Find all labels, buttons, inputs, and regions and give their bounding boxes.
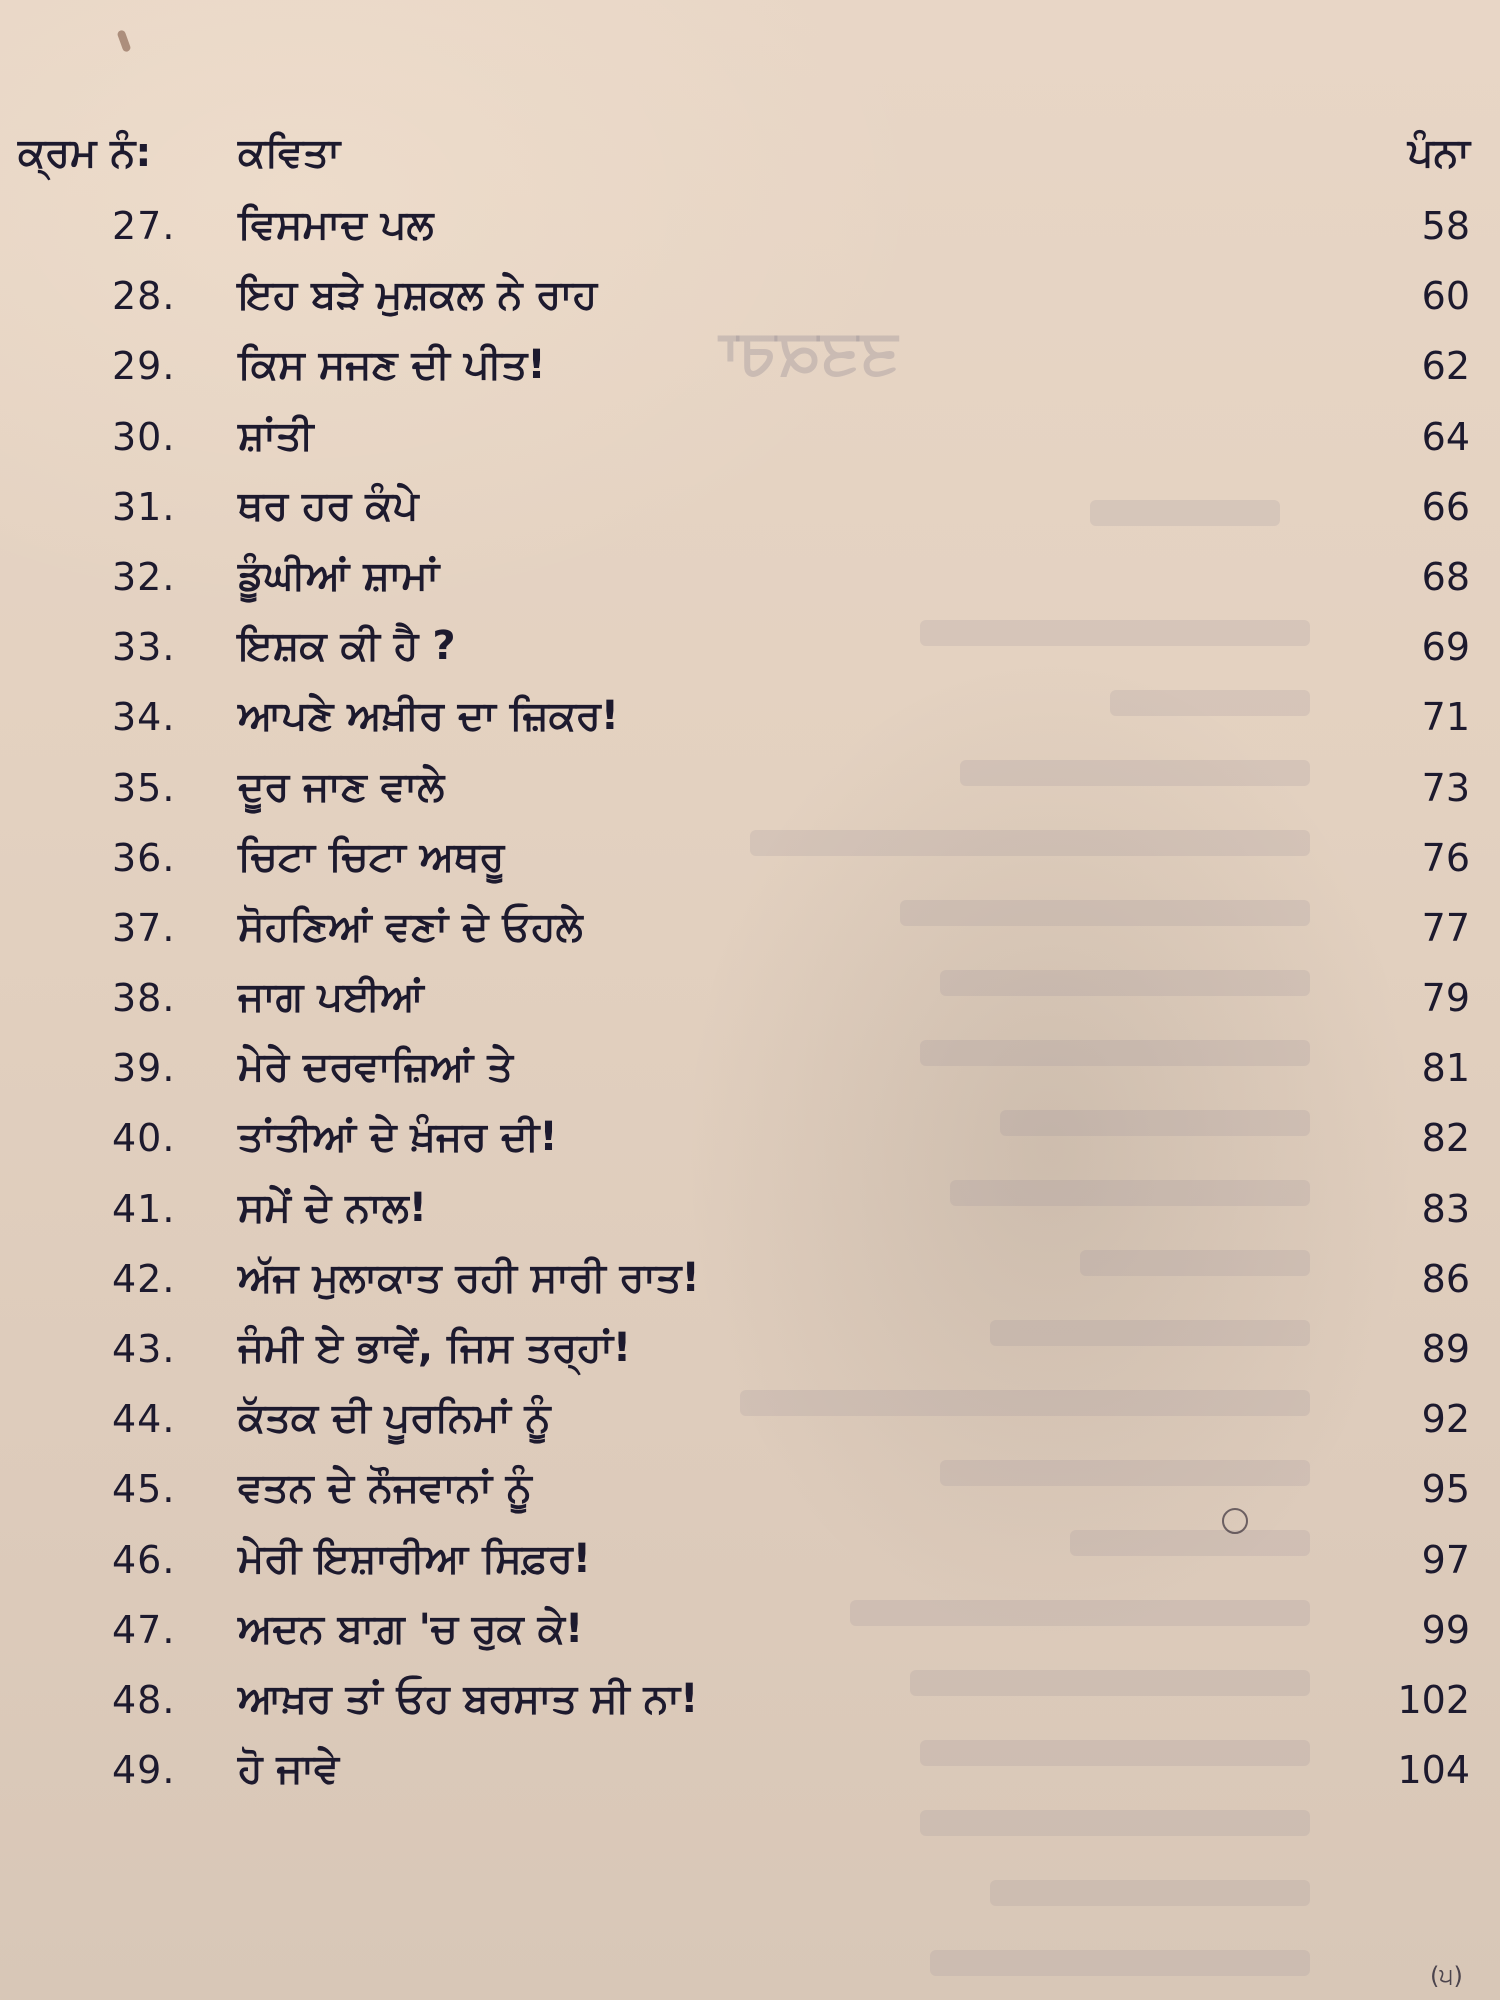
toc-entry: [0, 758, 1500, 828]
entry-number: 31.: [112, 484, 176, 529]
entry-page: 104: [1397, 1748, 1470, 1793]
entry-title: ਇਸ਼ਕ ਕੀ ਹੈ ?: [238, 623, 456, 670]
entry-page: 97: [1421, 1537, 1470, 1582]
entry-page: 73: [1421, 765, 1470, 810]
entry-number: 32.: [112, 554, 176, 599]
entry-number: 42.: [112, 1256, 176, 1301]
toc-entry: [0, 828, 1500, 898]
entry-title: ਚਿਟਾ ਚਿਟਾ ਅਥਰੂ: [238, 833, 505, 880]
toc-entry: [0, 1108, 1500, 1178]
toc-entry: [0, 336, 1500, 406]
entry-page: 77: [1421, 905, 1470, 950]
entry-page: 64: [1421, 414, 1470, 459]
entry-page: 82: [1421, 1116, 1470, 1161]
entry-page: 95: [1421, 1467, 1470, 1512]
entry-number: 34.: [112, 695, 176, 740]
entry-page: 58: [1421, 204, 1470, 248]
entry-title: ਡੂੰਘੀਆਂ ਸ਼ਾਮਾਂ: [238, 552, 440, 599]
entry-title: ਅੱਜ ਮੁਲਾਕਾਤ ਰਹੀ ਸਾਰੀ ਰਾਤ!: [238, 1254, 700, 1301]
paper-stain: [116, 29, 131, 52]
toc-entry: [0, 1038, 1500, 1108]
toc-entry: [0, 1740, 1500, 1810]
toc-entry: [0, 898, 1500, 968]
entry-title: ਮੇਰੇ ਦਰਵਾਜ਼ਿਆਂ ਤੇ: [238, 1044, 513, 1091]
toc-entry: [0, 266, 1500, 336]
toc-entry: [0, 617, 1500, 687]
entry-page: 76: [1421, 835, 1470, 880]
bleed-line: [930, 1950, 1310, 1976]
entry-title: ਆਪਣੇ ਅਖ਼ੀਰ ਦਾ ਜ਼ਿਕਰ!: [238, 693, 620, 740]
entry-number: 38.: [112, 976, 176, 1021]
entry-number: 30.: [112, 414, 176, 459]
toc-entry: [0, 1670, 1500, 1740]
toc-entry: [0, 687, 1500, 757]
entry-number: 43.: [112, 1327, 176, 1371]
entry-number: 39.: [112, 1046, 176, 1091]
entry-number: 45.: [112, 1467, 176, 1512]
entry-number: 35.: [112, 765, 176, 810]
entry-number: 49.: [112, 1748, 176, 1793]
entry-page: 86: [1421, 1256, 1470, 1301]
entry-number: 29.: [112, 344, 176, 389]
entry-page: 69: [1421, 625, 1470, 670]
entry-title: ਵਿਸਮਾਦ ਪਲ: [238, 202, 434, 248]
entry-title: ਦੂਰ ਜਾਣ ਵਾਲੇ: [238, 763, 445, 810]
entry-title: ਵਤਨ ਦੇ ਨੌਜਵਾਨਾਂ ਨੂੰ: [238, 1465, 532, 1512]
entry-title: ਥਰ ਹਰ ਕੰਪੇ: [238, 482, 419, 529]
entry-number: 40.: [112, 1116, 176, 1161]
serial-number-heading: ਕ੍ਰਮ ਨੰ:: [18, 130, 152, 176]
entry-title: ਕੱਤਕ ਦੀ ਪੂਰਨਿਮਾਂ ਨੂੰ: [238, 1395, 551, 1442]
entry-title: ਆਖ਼ਰ ਤਾਂ ਓਹ ਬਰਸਾਤ ਸੀ ਨਾ!: [238, 1675, 699, 1722]
entry-title: ਸੋਹਣਿਆਂ ਵਣਾਂ ਦੇ ਓਹਲੇ: [238, 903, 583, 950]
toc-header-row: [0, 130, 1500, 190]
entry-number: 33.: [112, 625, 176, 670]
toc-entries: [0, 196, 1500, 1810]
entry-title: ਜਾਗ ਪਈਆਂ: [238, 974, 424, 1021]
entry-title: ਮੇਰੀ ਇਸ਼ਾਰੀਆ ਸਿਫ਼ਰ!: [238, 1535, 592, 1582]
entry-title: ਇਹ ਬੜੇ ਮੁਸ਼ਕਲ ਨੇ ਰਾਹ: [238, 272, 598, 319]
entry-title: ਤਾਂਤੀਆਂ ਦੇ ਖ਼ੰਜਰ ਦੀ!: [238, 1114, 558, 1161]
entry-number: 36.: [112, 835, 176, 880]
entry-number: 27.: [112, 204, 176, 248]
toc-entry: [0, 1249, 1500, 1319]
entry-title: ਕਿਸ ਸਜਣ ਦੀ ਪੀਤ!: [238, 342, 546, 389]
page-heading: ਪੰਨਾ: [1407, 130, 1470, 176]
bleed-line: [920, 1810, 1310, 1836]
toc-entry: [0, 477, 1500, 547]
page-number-mark: (੫): [1430, 1962, 1463, 1990]
entry-page: 79: [1421, 976, 1470, 1021]
entry-page: 89: [1421, 1327, 1470, 1371]
entry-page: 71: [1421, 695, 1470, 740]
entry-page: 92: [1421, 1397, 1470, 1442]
entry-number: 47.: [112, 1607, 176, 1652]
entry-title: ਅਦਨ ਬਾਗ਼ 'ਚ ਰੁਕ ਕੇ!: [238, 1605, 584, 1652]
bleed-heading: ਤਤਕਰਾ: [720, 315, 898, 388]
entry-title: ਹੋ ਜਾਵੇ: [238, 1746, 340, 1793]
toc-entry: [0, 1600, 1500, 1670]
toc-entry: [0, 407, 1500, 477]
toc-entry: [0, 547, 1500, 617]
entry-page: 81: [1421, 1046, 1470, 1091]
toc-entry: [0, 968, 1500, 1038]
entry-number: 41.: [112, 1186, 176, 1231]
entry-page: 62: [1421, 344, 1470, 389]
bleed-line: [990, 1880, 1310, 1906]
entry-number: 46.: [112, 1537, 176, 1582]
toc-entry: [0, 1179, 1500, 1249]
toc-entry: [0, 1459, 1500, 1529]
entry-page: 83: [1421, 1186, 1470, 1231]
entry-page: 66: [1421, 484, 1470, 529]
poem-heading: ਕਵਿਤਾ: [238, 130, 341, 176]
entry-number: 37.: [112, 905, 176, 950]
entry-page: 99: [1421, 1607, 1470, 1652]
toc-entry: [0, 196, 1500, 266]
entry-number: 48.: [112, 1677, 176, 1722]
toc-entry: [0, 1530, 1500, 1600]
toc-entry: [0, 1389, 1500, 1459]
entry-page: 102: [1397, 1677, 1470, 1722]
entry-title: ਸ਼ਾਂਤੀ: [238, 412, 314, 459]
entry-number: 44.: [112, 1397, 176, 1442]
entry-page: 68: [1421, 554, 1470, 599]
entry-page: 60: [1421, 274, 1470, 319]
toc-entry: [0, 1319, 1500, 1389]
entry-title: ਜੰਮੀ ਏ ਭਾਵੇਂ, ਜਿਸ ਤਰ੍ਹਾਂ!: [238, 1325, 632, 1371]
entry-title: ਸਮੇਂ ਦੇ ਨਾਲ!: [238, 1184, 428, 1231]
entry-number: 28.: [112, 274, 176, 319]
